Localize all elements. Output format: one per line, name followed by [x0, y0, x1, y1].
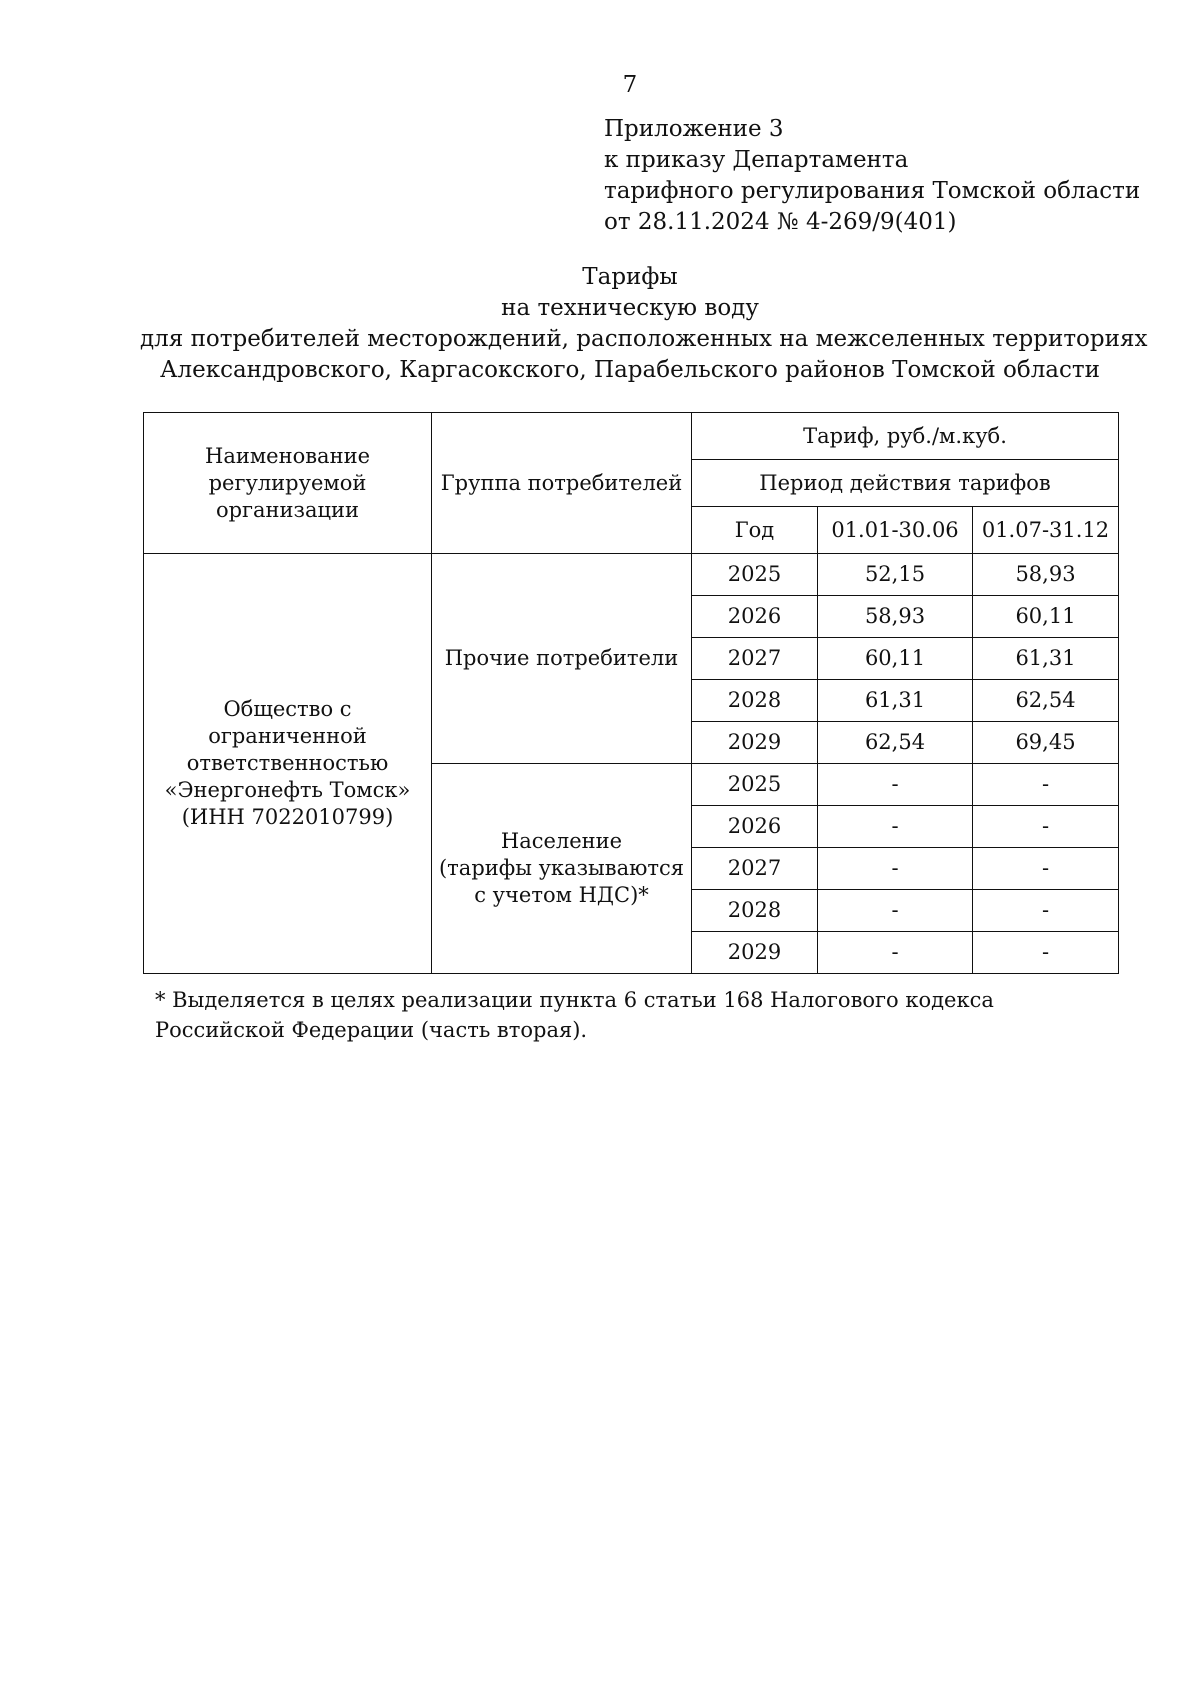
organization-line: «Энергонефть Томск»: [164, 778, 411, 802]
page-number: 7: [622, 72, 638, 98]
table-row: [144, 554, 1119, 596]
group-population-line: Население: [500, 829, 623, 853]
appendix-line: к приказу Департамента: [604, 147, 909, 173]
year-cell: 2025: [692, 554, 818, 596]
organization-line: (ИНН 7022010799): [181, 805, 394, 829]
tariff-h2-cell: -: [973, 764, 1119, 806]
group-population-line: (тарифы указываются: [438, 856, 685, 880]
year-cell: 2028: [692, 890, 818, 932]
header-period: Период действия тарифов: [692, 460, 1119, 507]
tariff-h1-cell: -: [818, 764, 973, 806]
tariff-h1-cell: -: [818, 932, 973, 974]
year-cell: 2029: [692, 722, 818, 764]
year-cell: 2029: [692, 932, 818, 974]
tariff-h1-cell: -: [818, 848, 973, 890]
title-line: Тарифы: [582, 264, 678, 290]
title-line: на техническую воду: [501, 295, 759, 321]
tariff-h1-cell: 62,54: [818, 722, 973, 764]
group-population: [432, 764, 692, 974]
tariff-h2-cell: -: [973, 806, 1119, 848]
group-other-consumers: Прочие потребители: [432, 554, 692, 764]
footnote: * Выделяется в целях реализации пункта 6 статьи 168 Налогового кодекса Российской Федерации (часть вторая).: [155, 988, 994, 1042]
tariff-h2-cell: -: [973, 932, 1119, 974]
tariff-h1-cell: -: [818, 806, 973, 848]
year-cell: 2026: [692, 596, 818, 638]
appendix-header: [604, 114, 1140, 238]
tariff-h1-cell: 61,31: [818, 680, 973, 722]
header-year: Год: [692, 507, 818, 554]
tariff-h2-cell: 62,54: [973, 680, 1119, 722]
year-cell: 2025: [692, 764, 818, 806]
organization-line: ограниченной: [208, 724, 367, 748]
year-cell: 2026: [692, 806, 818, 848]
tariff-h2-cell: -: [973, 848, 1119, 890]
header-half1: 01.01-30.06: [818, 507, 973, 554]
organization-line: ответственностью: [186, 751, 389, 775]
tariff-h2-cell: 69,45: [973, 722, 1119, 764]
organization-line: Общество с: [223, 697, 352, 721]
header-org-name: Наименование регулируемой организации: [144, 413, 432, 554]
tariff-h2-cell: 58,93: [973, 554, 1119, 596]
title-line: Александровского, Каргасокского, Парабельского районов Томской области: [160, 357, 1100, 383]
appendix-line: от 28.11.2024 № 4-269/9(401): [604, 209, 957, 235]
header-half2: 01.07-31.12: [973, 507, 1119, 554]
tariff-h2-cell: 61,31: [973, 638, 1119, 680]
tariff-h1-cell: -: [818, 890, 973, 932]
organization-cell: [144, 554, 432, 974]
group-population-line: с учетом НДС)*: [474, 883, 649, 907]
appendix-line: тарифного регулирования Томской области: [604, 178, 1141, 204]
tariff-h1-cell: 58,93: [818, 596, 973, 638]
tariff-h1-cell: 52,15: [818, 554, 973, 596]
tariff-h2-cell: 60,11: [973, 596, 1119, 638]
tariff-h1-cell: 60,11: [818, 638, 973, 680]
year-cell: 2027: [692, 848, 818, 890]
title-line: для потребителей месторождений, расположенных на межселенных территориях: [140, 326, 1148, 352]
appendix-line: Приложение 3: [604, 116, 784, 142]
header-tariff: Тариф, руб./м.куб.: [692, 413, 1119, 460]
header-consumer-group: Группа потребителей: [432, 413, 692, 554]
tariff-h2-cell: -: [973, 890, 1119, 932]
document-title: [140, 262, 1148, 386]
year-cell: 2028: [692, 680, 818, 722]
year-cell: 2027: [692, 638, 818, 680]
tariff-table: [143, 412, 1119, 974]
